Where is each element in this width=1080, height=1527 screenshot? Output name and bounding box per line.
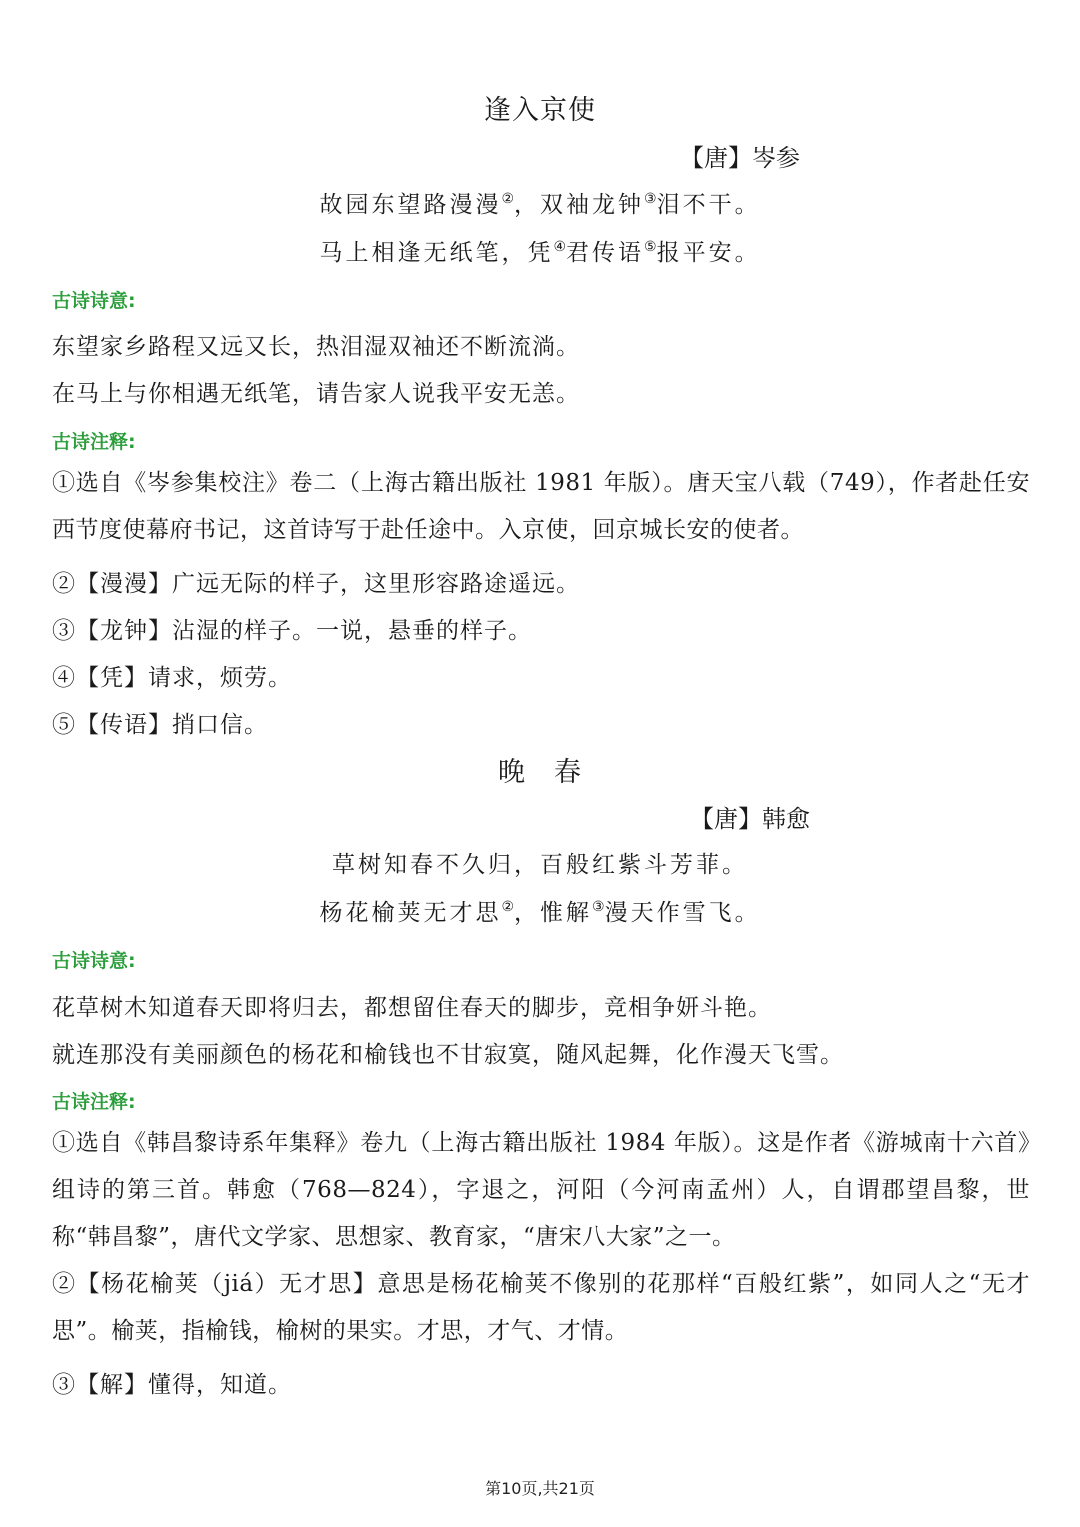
poem-verse-line: 马上相逢无纸笔，凭④君传语⑤报平安。 xyxy=(319,239,761,266)
poem-author: 【唐】岑参 xyxy=(680,144,800,172)
meaning-line: 在马上与你相遇无纸笔，请告家人说我平安无恙。 xyxy=(52,381,580,407)
note-item: ⑤【传语】捎口信。 xyxy=(52,712,268,738)
meaning-line: 就连那没有美丽颜色的杨花和榆钱也不甘寂寞，随风起舞，化作漫天飞雪。 xyxy=(52,1042,844,1068)
note-item: ④【凭】请求，烦劳。 xyxy=(52,665,292,691)
note-item: ②【杨花榆荚（jiá）无才思】意思是杨花榆荚不像别的花那样“百般红紫”，如同人之“无才思”。榆荚，指榆钱，榆树的果实。才思，才气、才情。 xyxy=(52,1271,1030,1344)
note-item: ③【解】懂得，知道。 xyxy=(52,1372,292,1398)
meaning-line: 花草树木知道春天即将归去，都想留住春天的脚步，竞相争妍斗艳。 xyxy=(52,995,772,1021)
note-item: ①选自《韩昌黎诗系年集释》卷九（上海古籍出版社 1984 年版）。这是作者《游城南十六首》组诗的第三首。韩愈（768—824），字退之，河阳（今河南孟州）人，自谓郡望昌黎，世称“韩昌黎”，唐代文学家、思想家、教育家，“唐宋八大家”之一。 xyxy=(52,1130,1030,1250)
note-item: ③【龙钟】沾湿的样子。一说，悬垂的样子。 xyxy=(52,618,532,644)
page-number: 第10页,共21页 xyxy=(485,1479,595,1498)
poem-verse-line: 杨花榆荚无才思②，惟解③漫天作雪飞。 xyxy=(319,899,761,926)
footnote-marker: ④ xyxy=(553,239,566,255)
poem-author: 【唐】韩愈 xyxy=(690,805,810,833)
poem-verse-line: 故园东望路漫漫②，双袖龙钟③泪不干。 xyxy=(319,191,761,218)
note-item: ②【漫漫】广远无际的样子，这里形容路途遥远。 xyxy=(52,571,580,597)
footnote-marker: ② xyxy=(501,899,514,915)
footnote-marker: ③ xyxy=(644,191,657,207)
meaning-label: 古诗诗意: xyxy=(52,290,136,312)
poem-title: 晚 春 xyxy=(498,757,582,788)
footnote-marker: ③ xyxy=(592,899,605,915)
footnote-marker: ⑤ xyxy=(644,239,657,255)
meaning-line: 东望家乡路程又远又长，热泪湿双袖还不断流淌。 xyxy=(52,334,580,360)
notes-label: 古诗注释: xyxy=(52,431,136,453)
poem-verse-line: 草树知春不久归，百般红紫斗芳菲。 xyxy=(332,852,748,878)
poem-title: 逢入京使 xyxy=(484,95,596,126)
notes-label: 古诗注释: xyxy=(52,1091,136,1113)
footnote-marker: ② xyxy=(501,191,514,207)
meaning-label: 古诗诗意: xyxy=(52,950,136,972)
note-item: ①选自《岑参集校注》卷二（上海古籍出版社 1981 年版）。唐天宝八载（749），作者赴任安西节度使幕府书记，这首诗写于赴任途中。入京使，回京城长安的使者。 xyxy=(52,470,1030,543)
